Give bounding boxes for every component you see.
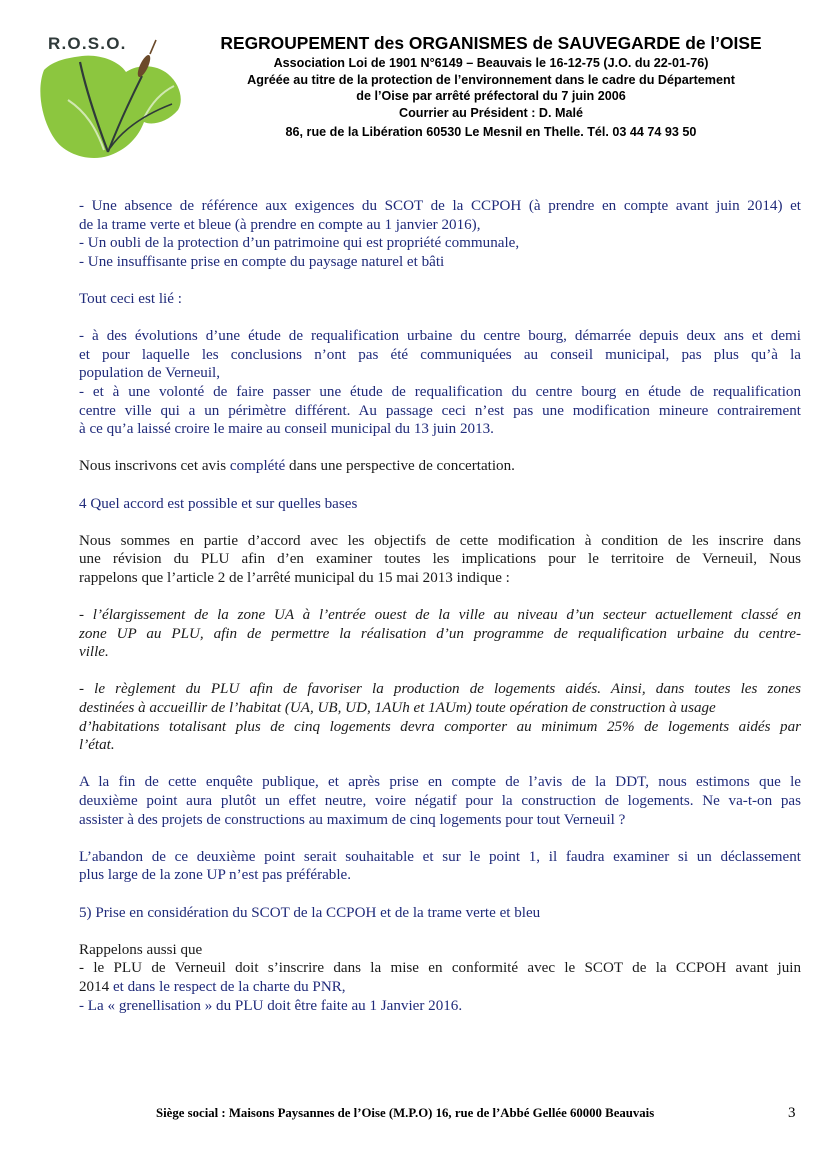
quote-reglement xyxy=(79,680,801,754)
paragraph-line xyxy=(79,978,801,997)
paragraph-line: Nous sommes en partie d’accord avec les objectifs de cette modification à condition de les inscrire dans xyxy=(79,532,801,549)
quote-line: d’habitations totalisant plus de cinq logements devra comporter au minimum 25% de logements aidés par xyxy=(79,718,801,735)
paragraph-line: une révision du PLU afin d’en examiner toutes les implications pour le territoire de Verneuil, Nous xyxy=(79,551,801,568)
paragraph-line: - La « grenellisation » du PLU doit être faite au 1 Janvier 2016. xyxy=(79,997,463,1014)
paragraph-line: plus large de la zone UP n’est pas préférable. xyxy=(79,867,352,884)
logo-text: R.O.S.O. xyxy=(48,34,127,53)
letter-body xyxy=(79,197,801,1034)
list-item: - Une absence de référence aux exigences du SCOT de la CCPOH (à prendre en compte avant juin 2014) et xyxy=(79,198,801,214)
causes-list xyxy=(79,327,801,439)
list-item: centre ville qui a un périmètre différent. Au passage ceci n’est pas une modification mineure contrairement xyxy=(79,402,801,419)
shortcomings-list xyxy=(79,197,801,271)
paragraph-line: L’abandon de ce deuxième point serait souhaitable et sur le point 1, il faudra examiner si un déclassement xyxy=(79,848,801,865)
list-item: et pour laquelle les conclusions n’ont pas été communiquées au conseil municipal, pas plus qu’à la xyxy=(79,346,801,363)
quote-line: l’état. xyxy=(79,737,115,754)
fin-enquete-paragraph xyxy=(79,773,801,829)
quote-line: ville. xyxy=(79,644,109,661)
quote-line: destinées à accueillir de l’habitat (UA, UB, UD, 1AUh et 1AUm) toute opération de construction à usage xyxy=(79,700,716,717)
quote-line: - l’élargissement de la zone UA à l’entrée ouest de la ville au niveau d’un secteur actuellement classé en xyxy=(79,607,801,624)
list-item: - Un oubli de la protection d’un patrimoine qui est propriété communale, xyxy=(79,235,520,252)
inscrivons-paragraph xyxy=(79,457,801,476)
registered-office: Siège social : Maisons Paysannes de l’Oise (M.P.O) 16, rue de l’Abbé Gellée 60000 Beauvais xyxy=(156,1106,655,1120)
plu-pnr-text: et dans le respect de la charte du PNR, xyxy=(109,978,346,995)
quote-line: zone UP au PLU, afin de permettre la réalisation d’un programme de requalification urbaine du centre- xyxy=(79,625,801,642)
address-line: 86, rue de la Libération 60530 Le Mesnil en Thelle. Tél. 03 44 74 93 50 xyxy=(285,125,697,140)
inscrivons-text-b: complété xyxy=(229,458,286,475)
list-item: à ce qu’a laissé croire le maire au conseil municipal du 13 juin 2013. xyxy=(79,421,494,438)
rappelons-paragraph xyxy=(79,941,801,1015)
page-number: 3 xyxy=(788,1105,796,1121)
list-item: - Une insuffisante prise en compte du paysage naturel et bâti xyxy=(79,253,445,270)
quote-zone-ua xyxy=(79,606,801,662)
list-item: de la trame verte et bleue (à prendre en compte au 1 janvier 2016), xyxy=(79,216,481,233)
inscrivons-text-c: dans une perspective de concertation. xyxy=(285,458,515,475)
paragraph-line: Rappelons aussi que xyxy=(79,941,203,958)
inscrivons-text-a: Nous inscrivons cet avis xyxy=(79,458,230,475)
agreement-line-1: Agréée au titre de la protection de l’environnement dans le cadre du Département xyxy=(247,72,735,87)
accord-paragraph xyxy=(79,532,801,588)
president-line: Courrier au Président : D. Malé xyxy=(398,105,584,120)
tout-ceci-paragraph: Tout ceci est lié : xyxy=(79,290,182,307)
roso-logo xyxy=(34,30,184,164)
plu-year: 2014 xyxy=(79,978,110,995)
paragraph-line: deuxième point aura plutôt un effet neutre, voire négatif pour la construction de logements. Ne va-t-on pas xyxy=(79,793,801,809)
paragraph-line: A la fin de cette enquête publique, et après prise en compte de l’avis de la DDT, nous estimons que le xyxy=(79,774,801,791)
list-item: - et à une volonté de faire passer une étude de requalification du centre bourg en étude de requalification xyxy=(79,383,801,400)
organization-title: REGROUPEMENT des ORGANISMES de SAUVEGARDE de l’OISE xyxy=(220,33,762,53)
agreement-line-2: de l’Oise par arrêté préfectoral du 7 juin 2006 xyxy=(356,89,626,104)
letterhead xyxy=(186,33,796,141)
paragraph-line: - le PLU de Verneuil doit s’inscrire dans la mise en conformité avec le SCOT de la CCPOH avant juin xyxy=(79,960,801,977)
paragraph-line: rappelons que l’article 2 de l’arrêté municipal du 15 mai 2013 indique : xyxy=(79,569,510,586)
abandon-paragraph xyxy=(79,848,801,885)
association-line: Association Loi de 1901 N°6149 – Beauvais le 16-12-75 (J.O. du 22-01-76) xyxy=(273,56,709,70)
section-4-heading: 4 Quel accord est possible et sur quelles bases xyxy=(79,495,358,512)
section-5-heading: 5) Prise en considération du SCOT de la CCPOH et de la trame verte et bleu xyxy=(79,904,541,921)
list-item: - à des évolutions d’une étude de requalification urbaine du centre bourg, démarrée depuis deux ans et demi xyxy=(79,328,801,345)
quote-line: - le règlement du PLU afin de favoriser la production de logements aidés. Ainsi, dans toutes les zones xyxy=(79,681,801,698)
list-item: population de Verneuil, xyxy=(79,365,220,382)
paragraph-line: assister à des projets de constructions au maximum de cinq logements pour tout Verneuil ? xyxy=(79,811,626,828)
